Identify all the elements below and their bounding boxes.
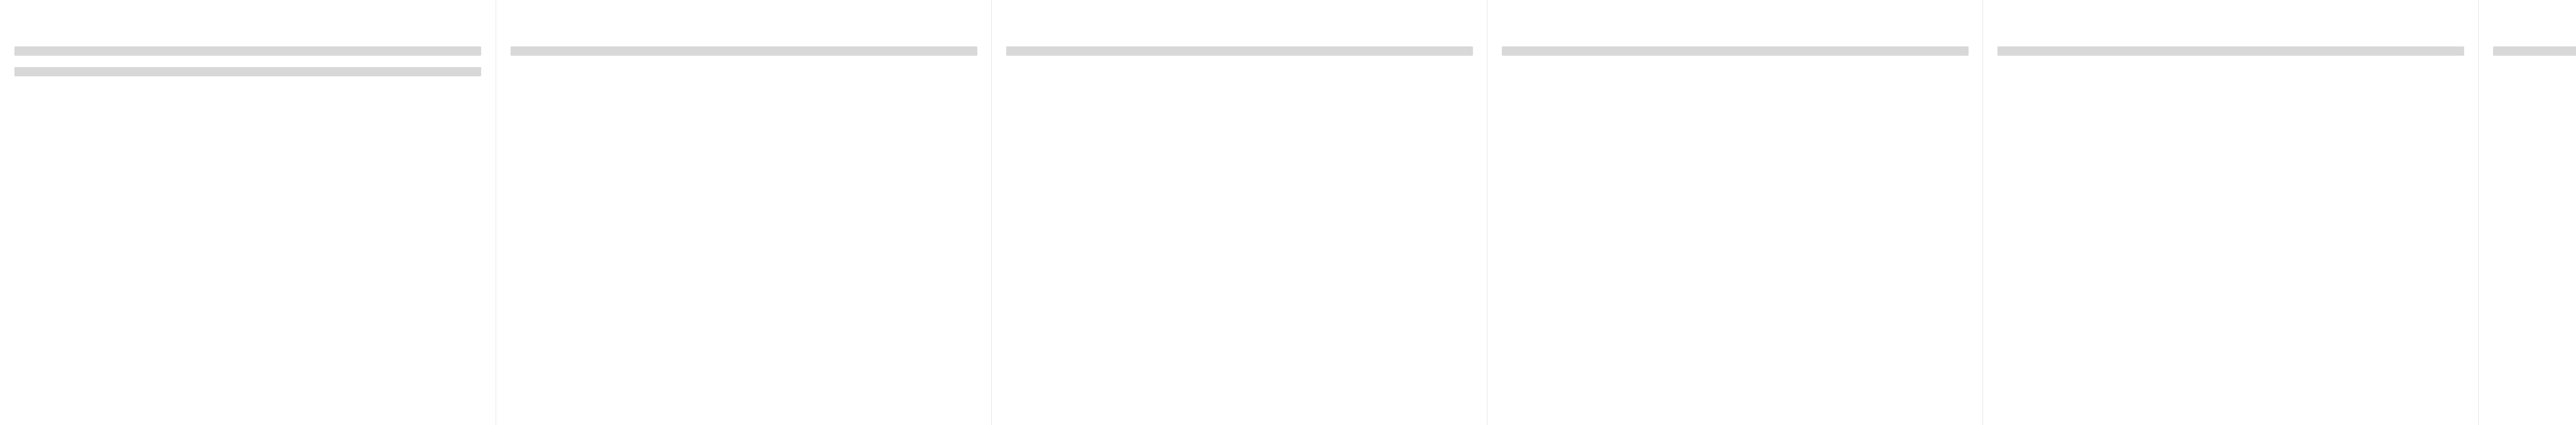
page-3 — [991, 0, 1487, 425]
content-block — [1997, 46, 2464, 56]
content-block — [511, 46, 977, 56]
page-4 — [1487, 0, 1983, 425]
page-2 — [496, 0, 992, 425]
content-block — [14, 67, 481, 76]
content-block — [1006, 46, 1473, 56]
page-6 — [2478, 0, 2576, 425]
page-5 — [1982, 0, 2479, 425]
content-block — [14, 46, 481, 56]
page-1 — [0, 0, 496, 425]
content-block — [2493, 46, 2576, 56]
content-block — [1502, 46, 1969, 56]
